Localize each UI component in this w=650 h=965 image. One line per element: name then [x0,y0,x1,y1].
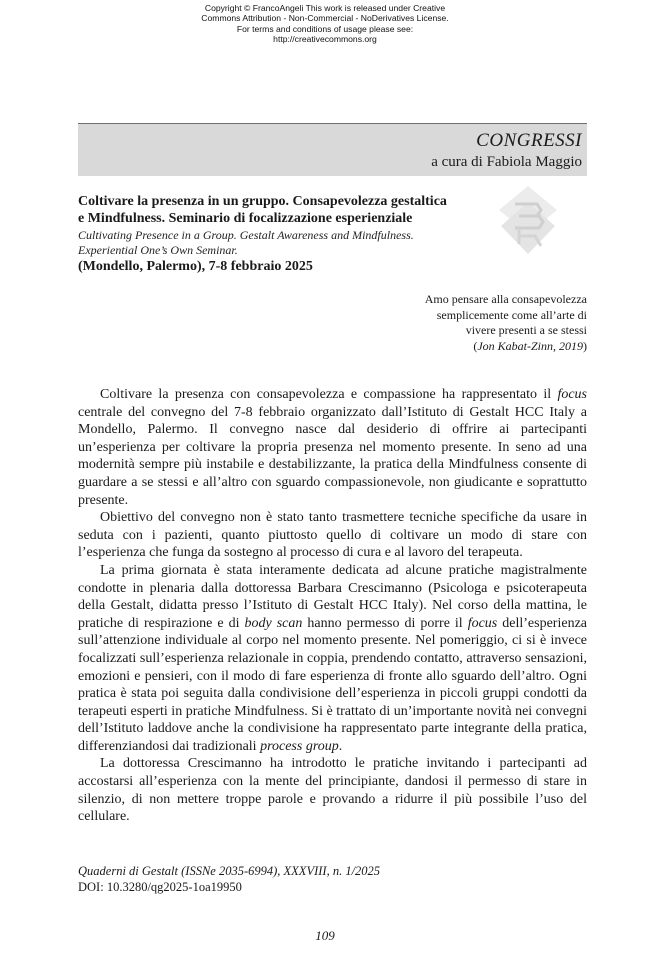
body-text: centrale del convegno del 7-8 febbraio organizzato dall’Istituto di Gestalt HCC Italy a Mondello, Palermo. Il convegno nasce dal desiderio di offrire ai partecipanti un’esperienza per coltivare la propria presenza nel momento presente. In seno ad una modernità sempre più instabile e destabilizzante, la pratica della Mindfulness consente di guardare a se stessi e all’altro con sguardo compassionevole, non giudicante e soprattutto presente. [78,404,587,508]
body-paragraph-3 [78,562,587,756]
license-line: Copyright © FrancoAngeli This work is released under Creative [204,3,446,13]
body-italic-term: focus [467,615,498,631]
body-text: hanno permesso di porre il [302,615,468,631]
citation-footer [78,864,587,895]
epigraph-attribution: (Jon Kabat-Zinn, 2019) [473,338,587,353]
body-italic-term: focus [557,387,587,402]
license-notice [0,3,650,45]
body-text: . [338,738,343,754]
epigraph-line: semplicemente come all’arte di [436,307,587,322]
body-text: La prima giornata è stata interamente dedicata ad alcune pratiche magistralmente condotte in plenaria dalla dottoressa Barbara Crescimanno (Psicologa e psicoterapeuta della Gestalt, didatta presso l’Istituto di Gestalt HCC Italy). Nel corso della mattina, le pratiche di respirazione e di [78,562,587,631]
epigraph-line: Amo pensare alla consapevolezza [424,292,587,306]
article-place-date: (Mondello, Palermo), 7-8 febbraio 2025 [78,259,313,274]
body-paragraph-4: La dottoressa Crescimanno ha introdotto le pratiche invitando i partecipanti ad accostarsi all’esperienza con la mente del principiante, dandosi il permesso di stare in silenzio, di non mettere troppe parole e provando a ridurre il più possibile l’uso del cellulare. [78,756,587,825]
body-italic-term: process group [260,738,339,754]
epigraph-line: vivere presenti a se stessi [465,323,587,337]
section-title: CONGRESSI [476,130,582,151]
body-italic-term: body scan [244,615,303,631]
license-line: For terms and conditions of usage please see: [236,23,414,34]
section-editor: a cura di Fabiola Maggio [431,154,582,170]
journal-logo-icon [497,184,559,256]
article-title-english-line: Experiential One’s Own Seminar. [78,242,238,257]
journal-issn: (ISSNe 2035-6994), XXXVIII, n. 1/2025 [181,864,381,878]
article-title-line: e Mindfulness. Seminario di focalizzazione esperienziale [78,211,413,226]
journal-name: Quaderni di Gestalt [78,864,178,878]
article-title-english [78,228,498,257]
article-title-block [78,193,498,275]
page-number: 109 [315,928,335,943]
article-title [78,193,498,227]
article-body [78,386,587,826]
doi[interactable]: DOI: 10.3280/qg2025-1oa19950 [78,879,242,894]
epigraph [327,292,587,354]
body-text: Coltivare la presenza con consapevolezza e compassione ha rappresentato il [100,387,558,402]
body-text: dell’esperienza sull’attenzione individuale al corpo nel momento presente. Nel pomeriggio, ci si è invece focalizzati sull’esperienza relazionale in coppia, prendendo contatto, attraverso sensazioni, emozioni e pensieri, con il modo di fare esperienza di fronte allo sguardo dell’altro. Ogni pratica è stata poi seguita dalla condivisione dell’esperienza in piccoli gruppi condotti da terapeuti esperti in pratiche Mindfulness. Si è trattato di un’importante novità nei convegni dell’Istituto laddove anche la condivisione ha rappresentato parte integrante della pratica, differenziandosi dai tradizionali [78,615,587,754]
body-paragraph-2: Obiettivo del convegno non è stato tanto trasmettere tecniche specifiche da usare in seduta con i pazienti, quanto piuttosto quello di coltivare un modo di stare con l’esperienza che funga da sostegno al processo di cura e al lavoro del terapeuta. [78,510,587,561]
body-paragraph-1 [78,386,587,509]
epigraph-author: Jon Kabat-Zinn, 2019 [477,338,583,353]
article-title-line: Coltivare la presenza in un gruppo. Consapevolezza gestaltica [78,194,447,209]
journal-citation [78,864,587,880]
section-banner [78,123,587,176]
license-url[interactable]: http://creativecommons.org [273,34,377,45]
article-title-english-line: Cultivating Presence in a Group. Gestalt Awareness and Mindfulness. [78,228,414,242]
license-line: Commons Attribution - Non-Commercial - NoDerivatives License. [201,13,449,24]
